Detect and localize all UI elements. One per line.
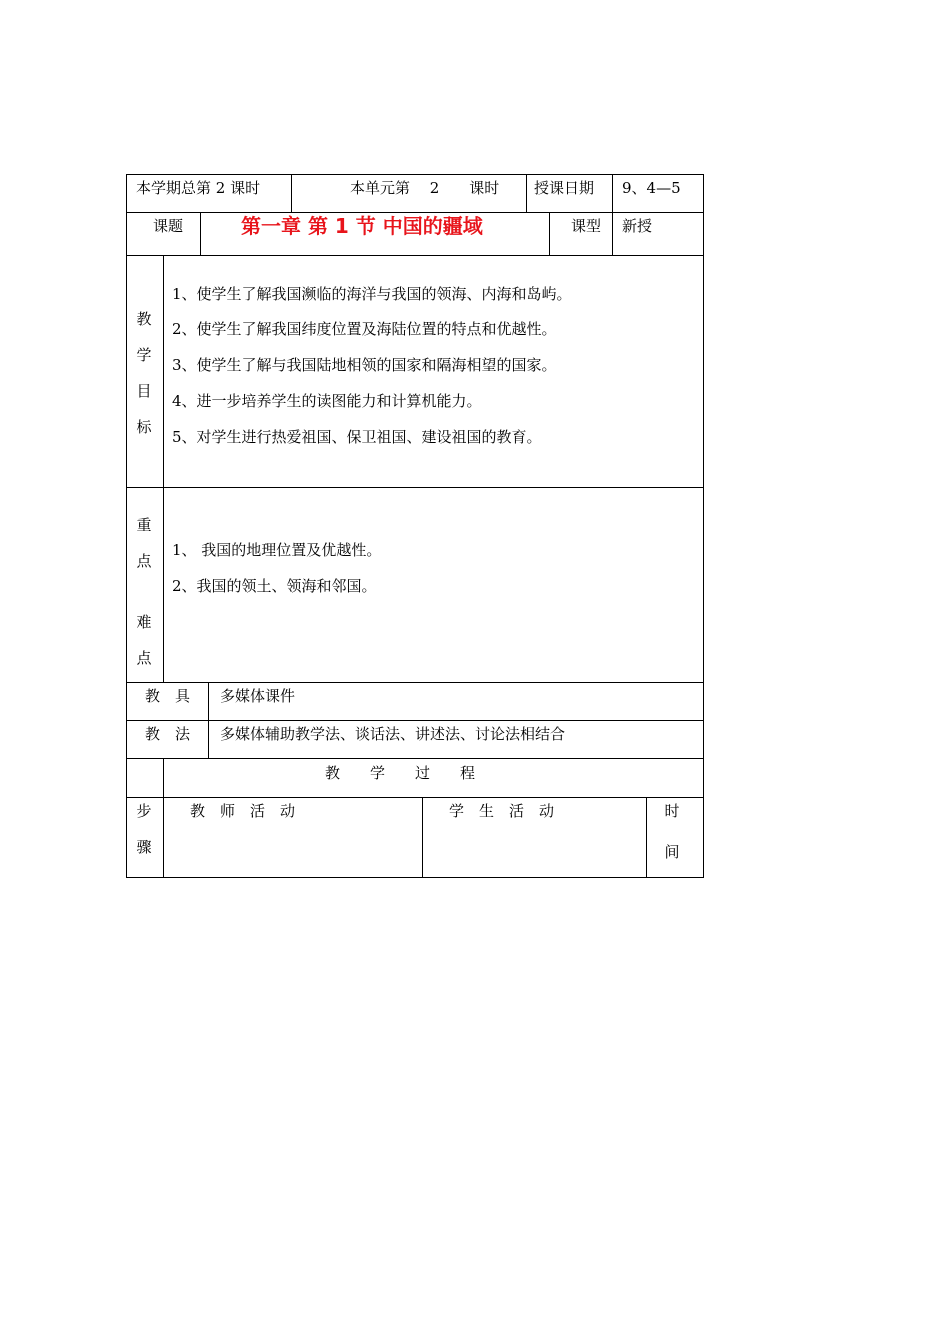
- table-border: [126, 720, 704, 721]
- objective-item: 4、进一步培养学生的读图能力和计算机能力。: [172, 392, 482, 410]
- steps-label-char: 步: [136, 802, 152, 820]
- methods-label: 教 法: [145, 725, 191, 743]
- table-border: [126, 877, 704, 878]
- key-points-label-char: 点: [136, 649, 152, 667]
- time-label-char: 时: [664, 802, 680, 820]
- methods-value: 多媒体辅助教学法、谈话法、讲述法、讨论法相结合: [220, 725, 566, 743]
- date-value: 9、4—5: [622, 179, 681, 197]
- objectives-label-char: 教: [136, 310, 152, 328]
- lesson-type-label: 课型: [571, 217, 602, 235]
- total-lessons-cell: 本学期总第 2 课时: [136, 179, 261, 197]
- key-points-label-char: 难: [136, 613, 152, 631]
- table-border: [291, 174, 292, 213]
- objectives-label-char: 学: [136, 346, 152, 364]
- topic-label: 课题: [153, 217, 184, 235]
- table-border: [703, 174, 704, 878]
- table-border: [126, 212, 704, 213]
- table-border: [163, 758, 164, 878]
- objective-item: 1、使学生了解我国濒临的海洋与我国的领海、内海和岛屿。: [172, 285, 572, 303]
- table-border: [646, 797, 647, 878]
- key-points-label-char: 重: [136, 516, 152, 534]
- table-border: [200, 212, 201, 256]
- table-border: [126, 758, 704, 759]
- objective-item: 3、使学生了解与我国陆地相领的国家和隔海相望的国家。: [172, 356, 557, 374]
- objectives-label-char: 标: [136, 418, 152, 436]
- unit-lesson-cell: 本单元第 2 课时: [350, 179, 500, 197]
- teacher-activity-header: 教 师 活 动: [190, 802, 296, 820]
- key-point-item: 2、我国的领土、领海和邻国。: [172, 577, 377, 595]
- table-border: [126, 255, 704, 256]
- table-border: [612, 174, 613, 213]
- key-points-label-char: 点: [136, 552, 152, 570]
- table-border: [526, 174, 527, 213]
- table-border: [163, 255, 164, 683]
- process-title: 教 学 过 程: [325, 764, 476, 782]
- tools-value: 多媒体课件: [220, 687, 296, 705]
- date-label: 授课日期: [534, 179, 595, 197]
- table-border: [126, 174, 704, 175]
- objectives-label-char: 目: [136, 382, 152, 400]
- table-border: [126, 797, 704, 798]
- lesson-type-value: 新授: [622, 217, 653, 235]
- time-label-char: 间: [664, 843, 680, 861]
- table-border: [126, 682, 704, 683]
- objective-item: 5、对学生进行热爱祖国、保卫祖国、建设祖国的教育。: [172, 428, 542, 446]
- student-activity-header: 学 生 活 动: [449, 802, 555, 820]
- steps-label-char: 骤: [136, 838, 152, 856]
- objective-item: 2、使学生了解我国纬度位置及海陆位置的特点和优越性。: [172, 320, 557, 338]
- table-border: [208, 682, 209, 759]
- tools-label: 教 具: [145, 687, 191, 705]
- table-border: [549, 212, 550, 256]
- lesson-title: 第一章 第 1 节 中国的疆域: [241, 214, 483, 238]
- table-border: [422, 797, 423, 878]
- table-border: [126, 487, 704, 488]
- table-border: [612, 212, 613, 256]
- table-border: [126, 174, 127, 878]
- key-point-item: 1、 我国的地理位置及优越性。: [172, 541, 382, 559]
